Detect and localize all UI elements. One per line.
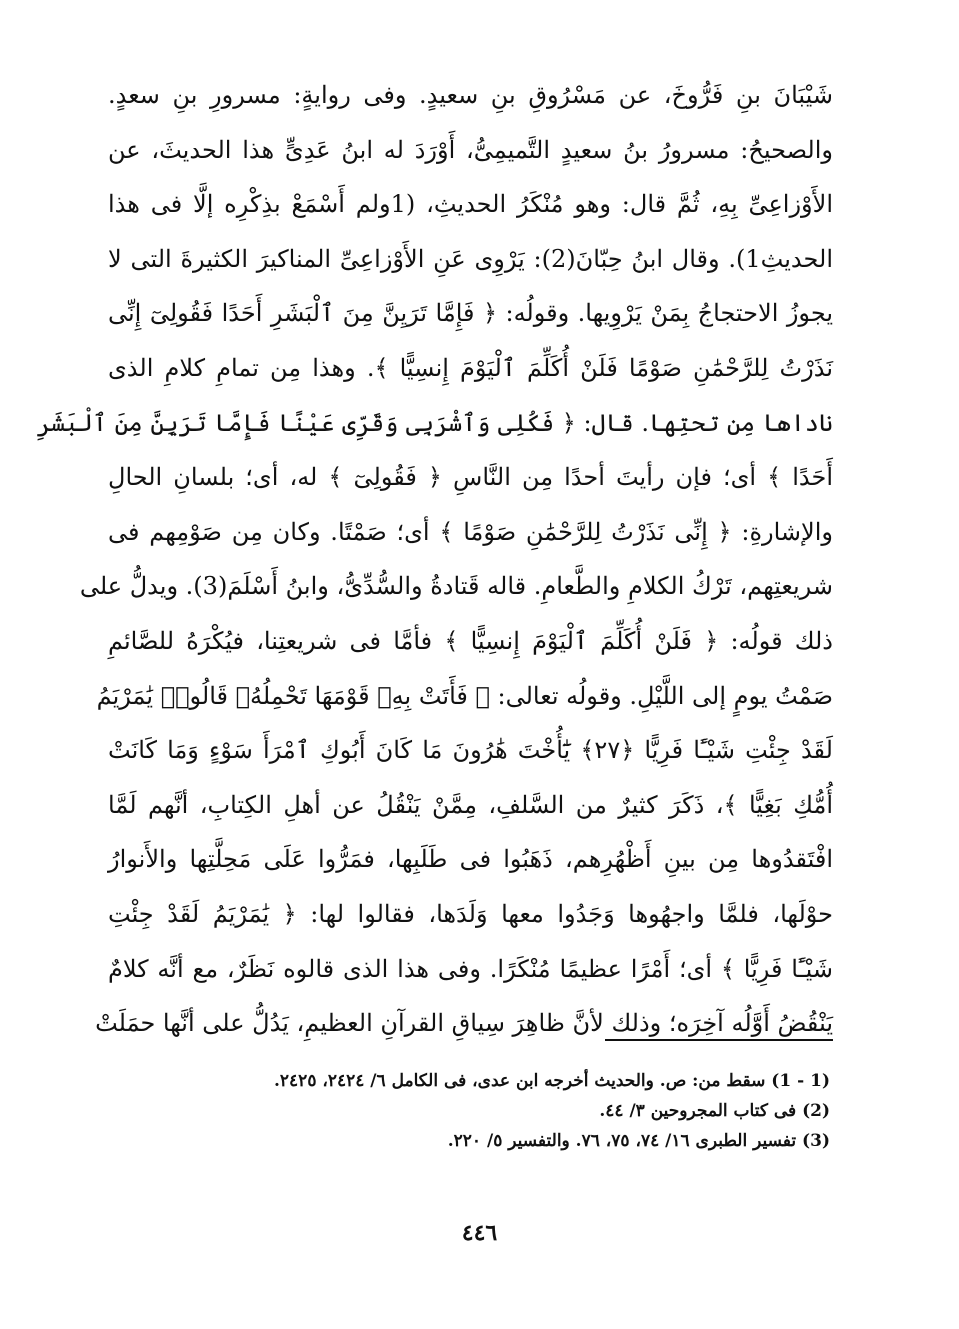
page-number: ٤٤٦	[461, 1220, 498, 1246]
footnote: (1 - 1) سقط من: ص. والحديث أخرجه ابن عدى، فى الكامل ٦/ ٢٤٢٤، ٢٤٢٥.	[274, 1071, 830, 1091]
text-line: يجوزُ الاحتجاجُ بِمَنْ يَرْوِيها. وقولُه: ﴿ فَإِمَّا تَرَيِنَّ مِنَ ٱلْبَشَرِ أَحَدًا فَقُولِىٓ إِنِّى	[108, 299, 833, 328]
text-line: شَيْـًٔا فَرِيًّا ﴾ أى؛ أَمْرًا عظيمًا مُنْكَرًا. وفى هذا الذى قالوه نَظَرٌ، مع أنَّه كلامٌ	[108, 954, 833, 983]
text-line: أُمُّكِ بَغِيًّا ﴾، ذَكَرَ كثيرٌ من السَّلفِ، مِمَّنْ يَنْقُلُ عن أهلِ الكِتابِ، أنَّهم لَمَّا	[108, 790, 833, 819]
text-line: أَحَدًا ﴾ أى؛ فإن رأيتَ أحدًا مِن النَّاسِ ﴿ فَقُولِىٓ ﴾ له، أى؛ بلسانِ الحالِ	[108, 463, 833, 492]
text-line: شَيْبَانَ بنِ فَرُّوخَ، عن مَسْرُوقِ بنِ سعيدٍ. وفى روايةٍ: مسرورِ بنِ سعدٍ.	[108, 81, 833, 109]
text-line: صَمْتُ يومٍ إلى اللَّيْلِ. وقولُه تعالى: ﴿ فَأَتَتْ بِهِۦ قَوْمَهَا تَحْمِلُهُۥ قَالُوا۟ يَٰمَرْيَمُ	[96, 681, 833, 710]
text-line: الحديثِ1). وقال ابنُ حِبّانَ(2): يَرْوِى عَنِ الأَوْزاعِىِّ المناكيرَ الكثيرةَ التى لا	[108, 244, 833, 273]
text-line: والإشارةِ: ﴿ إِنِّى نَذَرْتُ لِلرَّحْمَٰنِ صَوْمًا ﴾ أى؛ صَمْتًا. وكان مِن صَوْمِهم فى	[108, 517, 833, 546]
text-line: شريعتِهم، تَرْكُ الكلامِ والطَّعامِ. قاله قَتادةُ والسُّدِّىُّ، وابنُ أَسْلَمَ(3). ويدلُّ على	[79, 572, 833, 601]
text-line: لَقَدْ جِئْتِ شَيْـًٔا فَرِيًّا ﴿٢٧﴾ يَٰٓأُخْتَ هَٰرُونَ مَا كَانَ أَبُوكِ ٱمْرَأَ سَوْءٍ وَمَا كَانَتْ	[108, 736, 833, 765]
text-line: ناداها مِن تحتِها. قال: ﴿ فَكُلِى وَٱشْرَبِى وَقَرِّى عَيْنًا فَإِمَّا تَرَيِنَّ مِنَ ٱلْبَشَرِ	[36, 408, 833, 437]
text-line: افْتَقدُوها مِن بينِ أَظْهُرِهم، ذَهَبُوا فى طَلَبِها، فمَرُّوا عَلَى مَحِلَّتِها والأَنوارُ	[108, 845, 833, 874]
text-line: حوْلَها، فلمَّا واجهُوها وَجَدُوا معها وَلَدَها، فقالوا لها: ﴿ يَٰمَرْيَمُ لَقَدْ جِئْتِ	[108, 899, 833, 928]
footnote: (3) تفسير الطبرى ١٦/ ٧٤، ٧٥، ٧٦. والتفسير ٥/ ٢٢٠.	[447, 1131, 830, 1151]
text-line: الأَوْزاعِىِّ بِهِ، ثُمَّ قال: وهو مُنْكَرُ الحديثِ، (1ولم أَسْمَعْ بذِكْرِه إلَّا فى هذا	[108, 190, 834, 219]
text-line: ذلك قولُه: ﴿ فَلَنْ أُكَلِّمَ ٱلْيَوْمَ إِنسِيًّا ﴾ فأمَّا فى شريعتِنا، فيُكْرَهُ للصَّائمِ	[108, 626, 833, 655]
text-line: يَنْقُضُ أَوَّلُه آخِرَه؛ وذلك لأنَّ ظاهِرَ سِياقِ القرآنِ العظيمِ، يَدُلُّ على أنَّها حمَلَتْ	[95, 1009, 833, 1038]
footnote: (2) فى كتاب المجروحين ٣/ ٤٤.	[599, 1101, 830, 1121]
main-text	[36, 68, 834, 1051]
text-line: والصحيحُ: مسرورُ بنُ سعيدٍ التَّميمِىُّ، أَوْرَدَ له ابنُ عَدِىٍّ هذا الحديثَ، عن	[108, 135, 833, 164]
footnotes	[150, 1066, 830, 1156]
footnote-divider	[605, 1039, 833, 1041]
text-line: نَذَرْتُ لِلرَّحْمَٰنِ صَوْمًا فَلَنْ أُكَلِّمَ ٱلْيَوْمَ إِنسِيًّا ﴾. وهذا مِن تمامِ كلامِ الذى	[108, 353, 833, 382]
